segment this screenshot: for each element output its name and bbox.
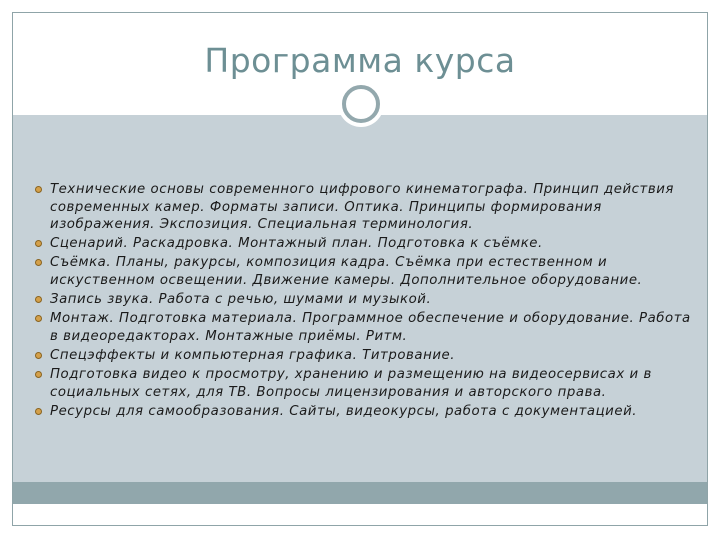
slide-title: Программа курса: [204, 41, 516, 80]
list-item: [35, 310, 693, 345]
bullet-icon: [35, 240, 42, 247]
bullet-icon: [35, 352, 42, 359]
list-item-text: Сценарий. Раскадровка. Монтажный план. Подготовка к съёмке.: [50, 236, 543, 252]
list-item-text: Монтаж. Подготовка материала. Программное обеспечение и оборудование. Работа в видеоредакторах. Монтажные приёмы. Ритм.: [50, 311, 691, 344]
bullet-icon: [35, 315, 42, 322]
list-item-text: Съёмка. Планы, ракурсы, композиция кадра. Съёмка при естественном и искуственном освещении. Движение камеры. Дополнительное оборудование.: [50, 255, 643, 288]
list-item: [35, 235, 693, 253]
list-item-text: Ресурсы для самообразования. Сайты, видеокурсы, работа с документацией.: [50, 403, 638, 419]
list-item: [35, 403, 693, 421]
list-item: [35, 366, 693, 401]
list-item-text: Спецэффекты и компьютерная графика. Титрование.: [50, 347, 456, 363]
list-item-text: Подготовка видео к просмотру, хранению и размещению на видеосервисах и в социальных сетях, для ТВ. Вопросы лицензирования и авторского права.: [50, 366, 652, 400]
course-topics-list: [35, 181, 693, 422]
slide-frame: [12, 12, 708, 526]
list-item-text: Технические основы современного цифрового кинематографа. Принцип действия современных камер. Форматы записи. Оптика. Принципы формирования изображения. Экспозиция. Специальная терминология.: [50, 182, 674, 233]
list-item: [35, 181, 693, 234]
bullet-icon: [35, 408, 42, 415]
content-panel: [13, 115, 707, 504]
circle-ornament-icon: [342, 85, 380, 123]
bullet-icon: [35, 371, 42, 378]
list-item: [35, 254, 693, 289]
list-item-text: Запись звука. Работа с речью, шумами и музыкой.: [50, 292, 432, 308]
list-item: [35, 347, 693, 365]
bottom-band: [13, 482, 707, 504]
bullet-icon: [35, 186, 42, 193]
bullet-icon: [35, 296, 42, 303]
list-item: [35, 291, 693, 309]
bullet-icon: [35, 259, 42, 266]
